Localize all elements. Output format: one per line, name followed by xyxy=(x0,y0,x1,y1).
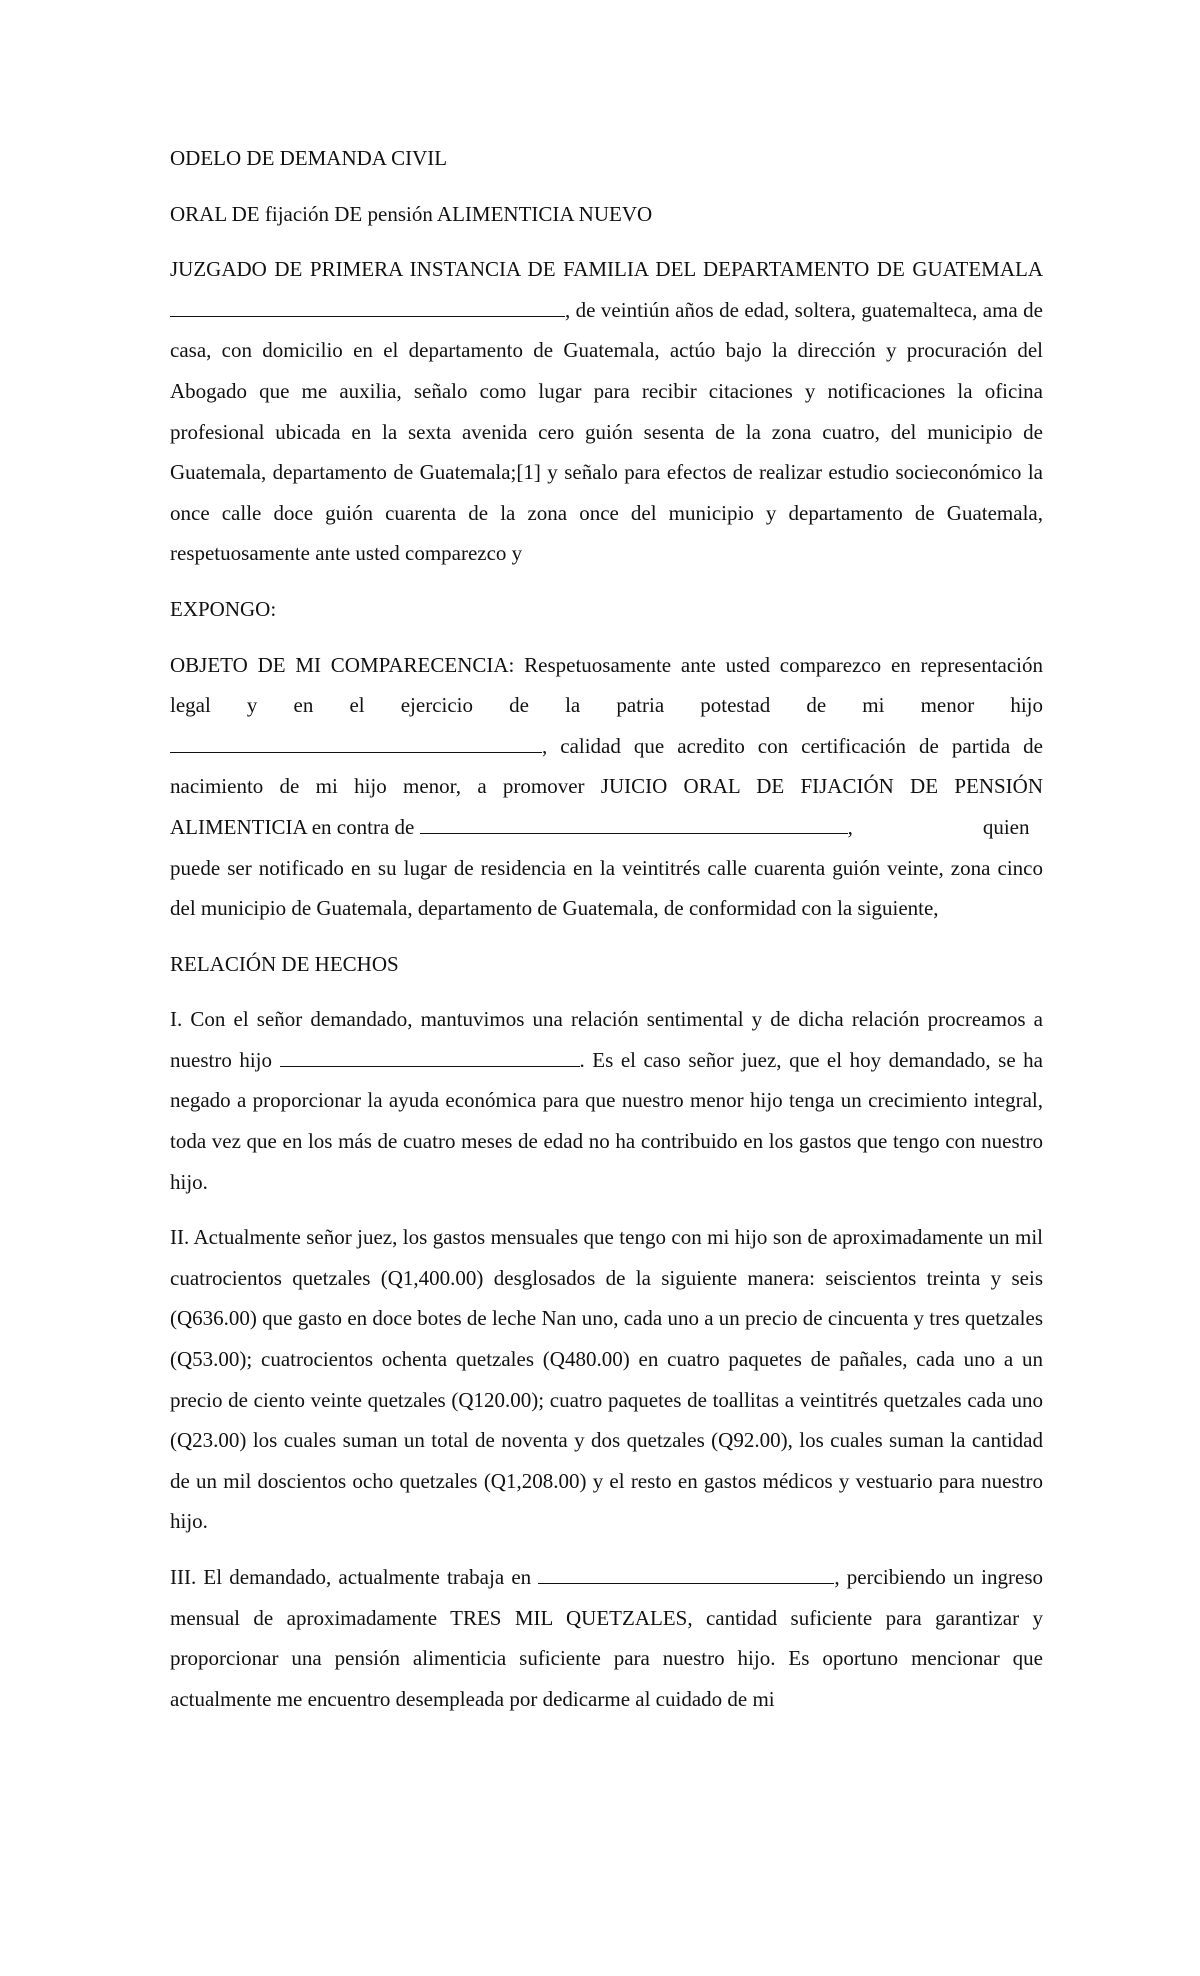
child-name-blank-line xyxy=(170,732,542,753)
expongo-heading: EXPONGO: xyxy=(170,596,277,621)
objeto-text-5: puede ser notificado en su lugar de residencia en la veintitrés calle cuarenta guión veinte, zona cinco del municipio de Guatemala, departamento de Guatemala, de conformidad con la siguiente, xyxy=(170,855,1043,921)
hecho-1-text-1: I. Con el señor demandado, mantuvimos una relación sentimental y de dicha relación procreamos a nuestro hijo xyxy=(170,1007,1043,1072)
objeto-text-4: quien xyxy=(982,814,1030,839)
doc-title-2: ORAL DE fijación DE pensión ALIMENTICIA NUEVO xyxy=(170,201,653,226)
objeto-text-3: , xyxy=(847,814,853,839)
hecho-3-text-2: , percibiendo un ingreso mensual de aproximadamente TRES MIL QUETZALES, cantidad suficiente para garantizar y proporcionar una pensión alimenticia suficiente para nuestro hijo. Es oportuno mencionar que actualmente me encuentro desempleada por dedicarme al cuidado de mi xyxy=(170,1565,1043,1711)
intro-paragraph xyxy=(170,249,1043,574)
intro-court: JUZGADO DE PRIMERA INSTANCIA DE FAMILIA DEL DEPARTAMENTO DE GUATEMALA xyxy=(170,257,1043,282)
relacion-heading: RELACIÓN DE HECHOS xyxy=(170,951,399,976)
hecho-1-paragraph xyxy=(170,999,1043,1202)
objeto-paragraph xyxy=(170,645,1043,929)
intro-text: , de veintiún años de edad, soltera, guatemalteca, ama de casa, con domicilio en el departamento de Guatemala, actúo bajo la dirección y procuración del Abogado que me auxilia, señalo como lugar para recibir citaciones y notificaciones la oficina profesional ubicada en la sexta avenida cero guión sesenta de la zona cuatro, del municipio de Guatemala, departamento de Guatemala;[1] y señalo para efectos de realizar estudio socieconómico la once calle doce guión cuarenta de la zona once del municipio y departamento de Guatemala, respetuosamente ante usted comparezco y xyxy=(170,297,1043,566)
hecho-3-paragraph xyxy=(170,1557,1043,1719)
doc-title-1: ODELO DE DEMANDA CIVIL xyxy=(170,146,448,170)
defendant-name-blank-line xyxy=(420,813,848,834)
objeto-text-1: OBJETO DE MI COMPARECENCIA: Respetuosamente ante usted comparezco en representación legal y en el ejercicio de la patria potestad de mi menor hijo xyxy=(170,652,1043,718)
hecho-3-text-1: III. El demandado, actualmente trabaja en xyxy=(170,1565,539,1589)
hecho-1-text-2: . Es el caso señor juez, que el hoy demandado, se ha negado a proporcionar la ayuda económica para que nuestro menor hijo tenga un crecimiento integral, toda vez que en los más de cuatro meses de edad no ha contribuido en los gastos que tengo con nuestro hijo. xyxy=(170,1047,1043,1194)
son-name-blank-line xyxy=(280,1046,580,1067)
objeto-text-2: , calidad que acredito con certificación de partida de nacimiento de mi hijo menor, a promover JUICIO ORAL DE FIJACIÓN DE PENSIÓN ALIMENTICIA en contra de xyxy=(170,733,1043,839)
employer-blank-line xyxy=(538,1563,834,1584)
name-blank-line xyxy=(170,296,565,317)
document-body xyxy=(170,138,1043,1719)
hecho-2-paragraph: II. Actualmente señor juez, los gastos mensuales que tengo con mi hijo son de aproximadamente un mil cuatrocientos quetzales (Q1,400.00) desglosados de la siguiente manera: seiscientos treinta y seis (Q636.00) que gasto en doce botes de leche Nan uno, cada uno a un precio de cincuenta y tres quetzales (Q53.00); cuatrocientos ochenta quetzales (Q480.00) en cuatro paquetes de pañales, cada uno a un precio de ciento veinte quetzales (Q120.00); cuatro paquetes de toallitas a veintitrés quetzales cada uno (Q23.00) los cuales suman un total de noventa y dos quetzales (Q92.00), los cuales suman la cantidad de un mil doscientos ocho quetzales (Q1,208.00) y el resto en gastos médicos y vestuario para nuestro hijo. xyxy=(170,1225,1043,1534)
